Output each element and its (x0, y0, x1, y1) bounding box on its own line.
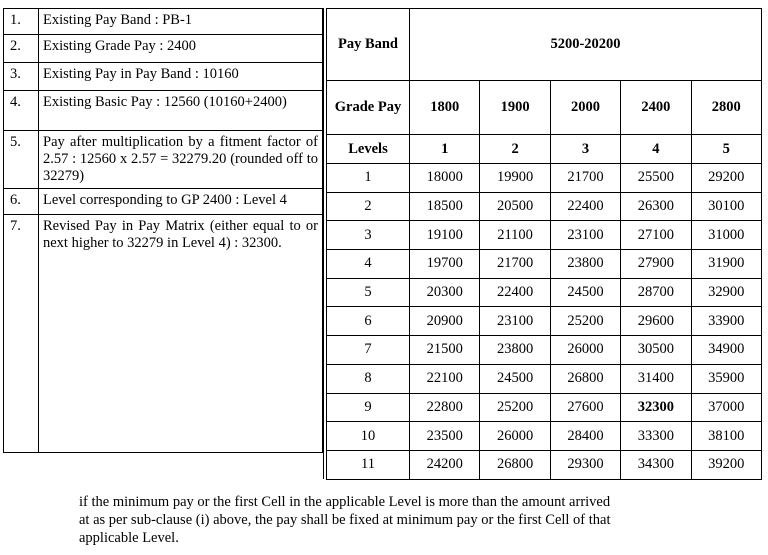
matrix-cell: 32900 (691, 278, 761, 307)
grade-pay-cell: 2800 (691, 81, 761, 135)
matrix-cell: 33300 (621, 422, 691, 451)
matrix-cell: 25200 (550, 307, 620, 336)
matrix-cell: 34900 (691, 336, 761, 365)
matrix-cell: 21100 (480, 221, 550, 250)
step-text: Existing Pay Band : PB-1 (39, 9, 323, 35)
cell-index: 11 (327, 450, 410, 479)
matrix-cell: 23800 (550, 250, 620, 279)
level-header-cell: 5 (691, 135, 761, 164)
matrix-row (327, 250, 762, 279)
matrix-cell: 30100 (691, 192, 761, 221)
matrix-cell: 27600 (550, 393, 620, 422)
matrix-cell: 26000 (550, 336, 620, 365)
matrix-cell: 30500 (621, 336, 691, 365)
step-number: 6. (4, 189, 39, 215)
matrix-cell: 23100 (480, 307, 550, 336)
matrix-cell: 21500 (410, 336, 480, 365)
matrix-cell: 19100 (410, 221, 480, 250)
cell-index: 3 (327, 221, 410, 250)
matrix-cell: 20500 (480, 192, 550, 221)
matrix-row (327, 336, 762, 365)
step-number: 7. (4, 215, 39, 453)
matrix-row (327, 422, 762, 451)
matrix-cell: 20300 (410, 278, 480, 307)
matrix-cell: 27100 (621, 221, 691, 250)
step-number: 1. (4, 9, 39, 35)
matrix-cell: 37000 (691, 393, 761, 422)
matrix-cell: 23100 (550, 221, 620, 250)
matrix-cell: 28700 (621, 278, 691, 307)
pay-matrix-table (326, 8, 762, 480)
pay-band-value: 5200-20200 (410, 9, 762, 81)
matrix-cell: 24500 (480, 364, 550, 393)
note-line: applicable Level. (79, 530, 179, 546)
cell-index: 7 (327, 336, 410, 365)
matrix-cell: 29300 (550, 450, 620, 479)
matrix-cell: 22800 (410, 393, 480, 422)
grade-pay-cell: 1900 (480, 81, 550, 135)
cell-index: 10 (327, 422, 410, 451)
matrix-row (327, 164, 762, 193)
matrix-row (327, 307, 762, 336)
step-row (4, 131, 323, 189)
step-row (4, 215, 323, 453)
step-row (4, 63, 323, 91)
grade-pay-cell: 2400 (621, 81, 691, 135)
matrix-cell: 33900 (691, 307, 761, 336)
matrix-cell: 24500 (550, 278, 620, 307)
step-row (4, 9, 323, 35)
step-text: Existing Pay in Pay Band : 10160 (39, 63, 323, 91)
matrix-cell: 21700 (550, 164, 620, 193)
matrix-cell: 29600 (621, 307, 691, 336)
cell-index: 9 (327, 393, 410, 422)
level-header-cell: 4 (621, 135, 691, 164)
matrix-row (327, 278, 762, 307)
matrix-cell: 22400 (480, 278, 550, 307)
matrix-row (327, 192, 762, 221)
matrix-cell: 18000 (410, 164, 480, 193)
matrix-cell: 31000 (691, 221, 761, 250)
step-text: Level corresponding to GP 2400 : Level 4 (39, 189, 323, 215)
cell-index: 2 (327, 192, 410, 221)
grade-pay-cell: 2000 (550, 81, 620, 135)
matrix-cell: 32300 (621, 393, 691, 422)
matrix-cell: 27900 (621, 250, 691, 279)
cell-index: 6 (327, 307, 410, 336)
step-text: Revised Pay in Pay Matrix (either equal to or next higher to 32279 in Level 4) : 32300. (39, 215, 323, 453)
matrix-cell: 35900 (691, 364, 761, 393)
matrix-cell: 23500 (410, 422, 480, 451)
step-text: Existing Grade Pay : 2400 (39, 35, 323, 63)
matrix-row (327, 364, 762, 393)
matrix-row (327, 450, 762, 479)
matrix-cell: 22400 (550, 192, 620, 221)
cell-index: 4 (327, 250, 410, 279)
step-text: Existing Basic Pay : 12560 (10160+2400) (39, 91, 323, 131)
matrix-cell: 26800 (550, 364, 620, 393)
level-header-cell: 3 (550, 135, 620, 164)
matrix-cell: 26800 (480, 450, 550, 479)
note-paragraph (79, 493, 689, 547)
matrix-cell: 19700 (410, 250, 480, 279)
matrix-cell: 38100 (691, 422, 761, 451)
pay-band-label: Pay Band (327, 9, 410, 81)
matrix-cell: 23800 (480, 336, 550, 365)
matrix-cell: 24200 (410, 450, 480, 479)
step-text: Pay after multiplication by a fitment factor of 2.57 : 12560 x 2.57 = 32279.20 (rounded off to 32279) (39, 131, 323, 189)
pay-fixation-example (3, 8, 763, 479)
matrix-cell: 25500 (621, 164, 691, 193)
step-row (4, 189, 323, 215)
matrix-row (327, 221, 762, 250)
level-header-cell: 1 (410, 135, 480, 164)
note-line: if the minimum pay or the first Cell in the applicable Level is more than the amount arrived (79, 494, 611, 510)
step-number: 5. (4, 131, 39, 189)
matrix-cell: 19900 (480, 164, 550, 193)
matrix-cell: 18500 (410, 192, 480, 221)
grade-pay-cell: 1800 (410, 81, 480, 135)
matrix-row (327, 393, 762, 422)
calculation-steps-table (3, 8, 323, 453)
matrix-cell: 26000 (480, 422, 550, 451)
matrix-cell: 22100 (410, 364, 480, 393)
level-header-cell: 2 (480, 135, 550, 164)
step-number: 3. (4, 63, 39, 91)
matrix-cell: 31900 (691, 250, 761, 279)
matrix-cell: 34300 (621, 450, 691, 479)
matrix-cell: 20900 (410, 307, 480, 336)
levels-label: Levels (327, 135, 410, 164)
step-number: 2. (4, 35, 39, 63)
cell-index: 8 (327, 364, 410, 393)
note-line: at as per sub-clause (i) above, the pay shall be fixed at minimum pay or the first Cell of that (79, 512, 611, 528)
matrix-cell: 21700 (480, 250, 550, 279)
matrix-cell: 39200 (691, 450, 761, 479)
matrix-cell: 29200 (691, 164, 761, 193)
step-number: 4. (4, 91, 39, 131)
matrix-cell: 31400 (621, 364, 691, 393)
matrix-cell: 28400 (550, 422, 620, 451)
matrix-cell: 26300 (621, 192, 691, 221)
step-row (4, 91, 323, 131)
step-row (4, 35, 323, 63)
cell-index: 5 (327, 278, 410, 307)
grade-pay-label: Grade Pay (327, 81, 410, 135)
matrix-cell: 25200 (480, 393, 550, 422)
cell-index: 1 (327, 164, 410, 193)
